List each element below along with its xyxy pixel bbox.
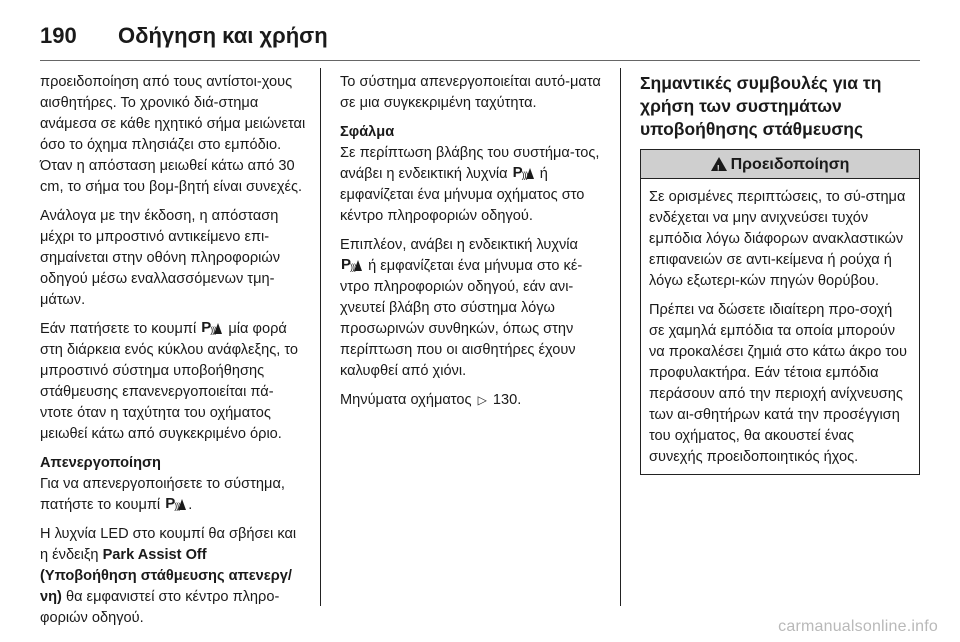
page-title: Οδήγηση και χρήση [118,23,328,48]
warning-triangle-icon [711,157,727,171]
paragraph: Πρέπει να δώσετε ιδιαίτερη προ-σοχή σε χαμηλά εμπόδια τα οποία μπορούν να προκαλέσει ζημιά στο κάτω άκρο του προφυλακτήρα. Εάν τέτοια εμπόδια περάσουν από την περιοχή ανίχνευσης των αι-σθητήρων κατά την προσέγγιση του οχήματος, θα ακουστεί ένας συνεχής προειδοποιητικός ήχος. [649,302,908,465]
watermark: carmanualsonline.info [778,618,938,635]
page-reference: 130. [492,392,522,408]
page-header [40,16,920,56]
section-title: Σημαντικές συμβουλές για τη χρήση των συστημάτων υποβοήθησης στάθμευσης [640,73,882,139]
paragraph: Εάν πατήσετε το κουμπί P ))) μία φορά στη διάρκεια ενός κύκλου ανάφλεξης, το μπροστινό σύστημα υποβοήθησης στάθμευσης επανενεργοποιείται πά-ντοτε όταν η ταχύτητα του οχήματος μειωθεί κάτω από συγκεκριμένο όριο. [40,319,299,442]
column-2 [340,72,606,419]
paragraph [340,390,606,411]
cross-reference-link: Μηνύματα οχήματος [340,392,472,408]
display-message: Park Assist Off (Υποβοήθηση στάθμευσης απενεργ/ νη) [40,547,292,605]
warning-box [640,149,920,475]
section-heading-deactivation: Απενεργοποίηση [40,455,161,471]
paragraph: προειδοποίηση από τους αντίστοι-χους αισθητήρες. Το χρονικό διά-στημα ανάμεσα σε κάθε ηχητικό σήμα μειώνεται όσο το όχημα πλησιάζει στο εμπόδιο. Όταν η απόσταση μειωθεί κάτω από 30 cm, το σήμα του βομ-βητή είναι συνεχές. [40,74,306,195]
column-divider-2 [620,68,621,606]
column-1 [40,72,306,637]
paragraph: Η λυχνία LED στο κουμπί θα σβήσει και η ένδειξη Park Assist Off (Υποβοήθηση στάθμευσης απενεργ/ νη) θα εμφανιστεί στο κέντρο πληρο-φοριών οδηγού. [40,526,297,626]
column-divider-1 [320,68,321,606]
park-assist-icon: P ))) [201,320,223,335]
column-3 [640,72,920,475]
warning-body [641,179,919,474]
header-divider [40,60,920,61]
park-assist-icon: P ))) [341,257,363,272]
paragraph: Σε ορισμένες περιπτώσεις, το σύ-στημα ενδέχεται να μην ανιχνεύσει τυχόν εμπόδια λόγω διάφορων ανακλαστικών επιφανειών σε αντι-κείμενα ή ρούχα ή λόγω εξωτερι-κών πηγών θορύβου. [649,189,906,289]
page-number: 190 [40,23,77,48]
paragraph: Σε περίπτωση βλάβης του συστήμα-τος, ανάβει η ενδεικτική λυχνία P ))) ή εμφανίζεται ένα μήνυμα οχήματος στο κέντρο πληροφοριών οδηγού. [340,145,600,224]
page-reference-arrow-icon: ▷ [477,393,487,407]
warning-label: Προειδοποίηση [730,155,850,173]
paragraph: Για να απενεργοποιήσετε το σύστημα, πατήστε το κουμπί P ))) . [40,476,285,513]
paragraph: Ανάλογα με την έκδοση, η απόσταση μέχρι το μπροστινό αντικείμενο επι-σημαίνεται στην οθόνη πληροφοριών οδηγού μέσω εναλλασσόμενων τμη-μάτων. [40,208,281,308]
warning-header [641,150,919,179]
park-assist-icon: P ))) [513,165,535,180]
section-heading-fault: Σφάλμα [340,124,395,140]
park-assist-icon: P ))) [165,496,187,511]
paragraph: Το σύστημα απενεργοποιείται αυτό-ματα σε μια συγκεκριμένη ταχύτητα. [340,74,601,111]
paragraph: Επιπλέον, ανάβει η ενδεικτική λυχνία P ))) ή εμφανίζεται ένα μήνυμα στο κέ-ντρο πληροφοριών οδηγού, εάν ανι-χνευτεί βλάβη στο σύστημα λόγω προσωρινών συνθηκών, όπως στην περίπτωση που οι αισθητήρες έχουν καλυφθεί από χιόνι. [340,237,583,379]
